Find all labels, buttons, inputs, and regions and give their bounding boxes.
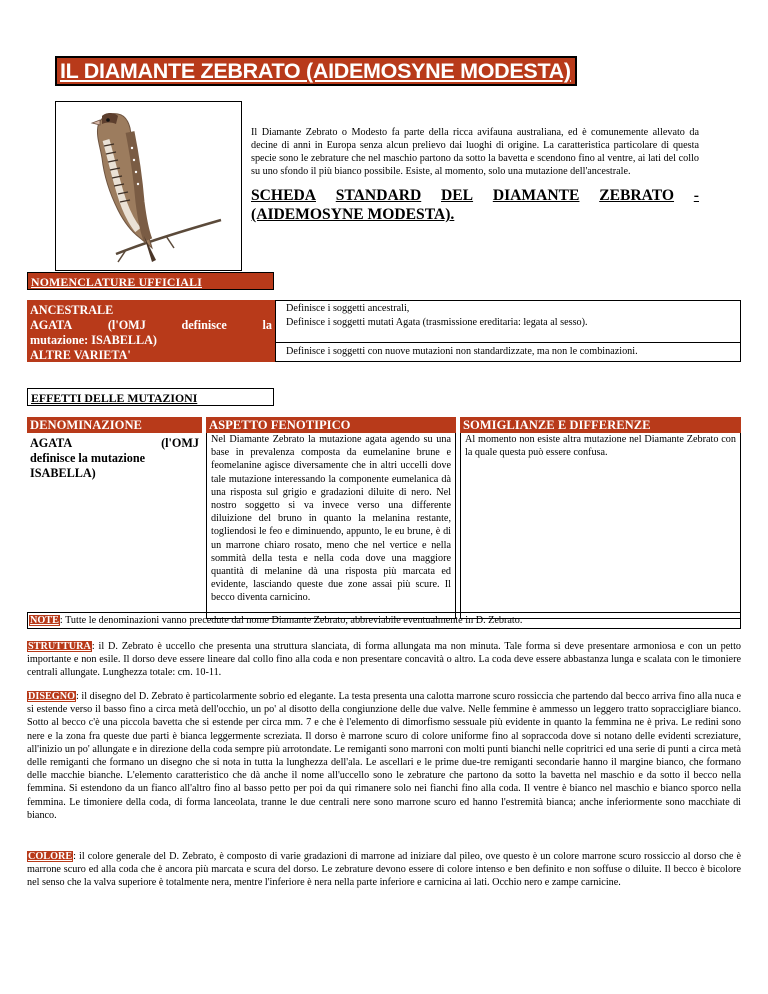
- disegno-paragraph: [27, 690, 741, 822]
- nom-ancestrale: ANCESTRALE: [30, 303, 114, 317]
- scheda-word: STANDARD: [335, 187, 422, 204]
- col-aspetto-header: ASPETTO FENOTIPICO: [206, 417, 456, 433]
- col-somiglianze-body: Al momento non esiste altra mutazione nel Diamante Zebrato con la quale questa può essere confusa.: [460, 433, 741, 619]
- effetti-header: [27, 388, 274, 406]
- nomenclature-header: [27, 272, 274, 290]
- colore-tag: COLORE: [28, 851, 73, 862]
- disegno-text: : il disegno del D. Zebrato è particolarmente sobrio ed elegante. La testa presenta una calotta marrone scuro rossiccia che partendo dal becco arriva fino alla nuca e si estende verso il basso fino a circa metà dell'occhio, un po' al disotto della congiunzione delle due valve. Nelle femmine è ammesso un leggero tratto sopraccigliare bianco. Sotto al becco c'è una piccola bavetta che si estende per circa mm. 7 e che è l'elemento di dimorfismo sessuale più evidente in quanto la femmina ne è priva. Le redini sono nere e la zona fra queste due parti è bianca leggermente screziata. Il dorso è marrone scuro di colore uniforme fino al sopraccoda dove si notano delle evidenti screziature, all'inizio un po' allungate e in direzione della coda sempre più arrotondate. Le remiganti sono marroni con molti punti bianchi nelle copritrici ed una serie di punti a circa metà delle remiganti che formano un disegno che si nota in tutta la lunghezza dell'ala. Le ascellari e le prime due-tre remiganti secondarie hanno il margine bianco, che formano delle macchie bianche. L'elemento caratteristico che dà anche il nome all'uccello sono le zebrature che partono da sotto la bavetta nel maschio e da sotto il becco nella femmina. Si estendono da un fianco all'altro fino al basso petto per poi da qui rimanere solo nei fianchi fino alla coda. Il ventre è bianco nel maschio e bianco sporco nella femmina. Le timoniere della coda, di forma lanceolata, tranne le due centrali nere sono marrone scuro ed hanno l'estremità bianca; anche inferiormente sono macchiate di bianco.: [27, 691, 741, 821]
- col-denominazione-header: DENOMINAZIONE: [27, 417, 202, 433]
- colore-text: : il colore generale del D. Zebrato, è composto di varie gradazioni di marrone ad iniziare dal pileo, ove questo è un colore marrone scuro rossiccio al dorso che è marrone scuro ed alla coda che è ancora più marcata e scura del dorso. Le zebrature devono essere di colore intenso e ben definito e non soffuse o diluite. Il becco è bicolore nel senso che la valva superiore è totalmente nera, mentre l'inferiore è nera nella parte inferiore e carnicina ai lati. Occhio nero e zampe carnicine.: [27, 851, 741, 889]
- den-word: AGATA: [30, 436, 73, 450]
- nom-desc-altre: Definisce i soggetti con nuove mutazioni non standardizzate, ma non le combinazioni.: [286, 346, 638, 357]
- nomenclature-header-text: NOMENCLATURE UFFICIALI: [31, 275, 202, 289]
- struttura-paragraph: [27, 640, 741, 680]
- nomenclature-names: [27, 300, 275, 362]
- colore-paragraph: [27, 850, 741, 890]
- col-somiglianze-header: SOMIGLIANZE E DIFFERENZE: [460, 417, 741, 433]
- nomenclature-descriptions: [275, 300, 741, 362]
- nom-agata-word: AGATA: [30, 318, 73, 332]
- nom-desc-agata: Definisce i soggetti mutati Agata (trasmissione ereditaria: legata al sesso).: [286, 317, 588, 328]
- col-denominazione-body: [27, 433, 202, 481]
- nom-agata-mutazione: mutazione: ISABELLA): [30, 333, 157, 347]
- nom-altre: ALTRE VARIETA': [30, 348, 131, 362]
- intro-paragraph: Il Diamante Zebrato o Modesto fa parte della ricca avifauna australiana, ed è comunemente allevato da decine di anni in Europa senza alcun prelievo dai luoghi di origine. La caratteristica particolare di questa specie sono le zebrature che nel maschio partono da sotto la bavetta e scendono fino al ventre, ai lati del collo su uno sfondo il più bianco possibile. Esiste, al momento, solo una mutazione dell'ancestrale.: [251, 127, 699, 177]
- den-word: (l'OMJ: [161, 436, 199, 450]
- scheda-word: -: [693, 187, 699, 204]
- nom-agata-word: (l'OMJ: [107, 318, 146, 332]
- note-box: [27, 612, 741, 629]
- bird-photo-frame: [55, 101, 242, 271]
- den-line: ISABELLA): [30, 466, 96, 480]
- col-aspetto: [206, 417, 456, 619]
- struttura-text: : il D. Zebrato è uccello che presenta una struttura slanciata, di forma allungata ma non minuta. Tale forma si deve presentare armoniosa e con un petto importante e non esile. Il dorso deve essere lineare dal collo fino alla coda e non presentare concavità o altro. La coda deve essere abbastanza lunga e scalata con le timoniere centrali allungate. Lunghezza totale: cm. 10-11.: [27, 641, 741, 679]
- nom-agata-row: [30, 318, 272, 333]
- col-denominazione: [27, 417, 202, 481]
- note-tag: NOTE: [30, 615, 59, 626]
- page-title: IL DIAMANTE ZEBRATO (AIDEMOSYNE MODESTA): [60, 59, 571, 83]
- den-row: [30, 436, 199, 451]
- page-title-box: [55, 56, 577, 86]
- nom-agata-word: definisce: [181, 318, 227, 332]
- bird-illustration: [56, 102, 241, 270]
- scheda-word: ZEBRATO: [599, 187, 675, 204]
- note-text: : Tutte le denominazioni vanno precedute dal nome Diamante Zebrato, abbreviabile eventualmente in D. Zebrato.: [59, 615, 523, 626]
- nom-divider: [276, 342, 740, 343]
- scheda-heading-line1: [251, 186, 699, 205]
- col-somiglianze: [460, 417, 741, 619]
- disegno-tag: DISEGNO: [28, 691, 75, 702]
- scheda-word: DEL: [440, 187, 474, 204]
- col-aspetto-body: Nel Diamante Zebrato la mutazione agata agendo su una base in prevalenza composta da eumelanine brune e feomelanine agisce diversamente che in altri uccelli dove tale mutazione interessando la componente eumelanica dà una risposta sul grigio e gradazioni diluite di nero. Nel nostro soggetto si va invece verso una differente diluizione del bruno in quanto la melanina restante, togliendosi le feo e diminuendo, appunto, le eu brune, è di un marrone chiaro rosato, meno che nel vertice e nella sommità della testa e nella coda dove una maggiore quantità di melanine dà una risposta più marcata ed evidente, lasciando queste due zone assai più scure. Il becco diventa carnicino.: [206, 433, 456, 619]
- nom-desc-ancestrale: Definisce i soggetti ancestrali,: [286, 303, 410, 314]
- struttura-tag: STRUTTURA: [28, 641, 91, 652]
- scheda-word: SCHEDA: [251, 187, 316, 204]
- scheda-word: DIAMANTE: [492, 187, 580, 204]
- nom-agata-word: la: [262, 318, 272, 332]
- scheda-heading: [251, 186, 699, 224]
- den-line: definisce la mutazione: [30, 451, 146, 465]
- effetti-header-text: EFFETTI DELLE MUTAZIONI: [31, 391, 198, 405]
- scheda-heading-line2: (AIDEMOSYNE MODESTA).: [251, 206, 455, 223]
